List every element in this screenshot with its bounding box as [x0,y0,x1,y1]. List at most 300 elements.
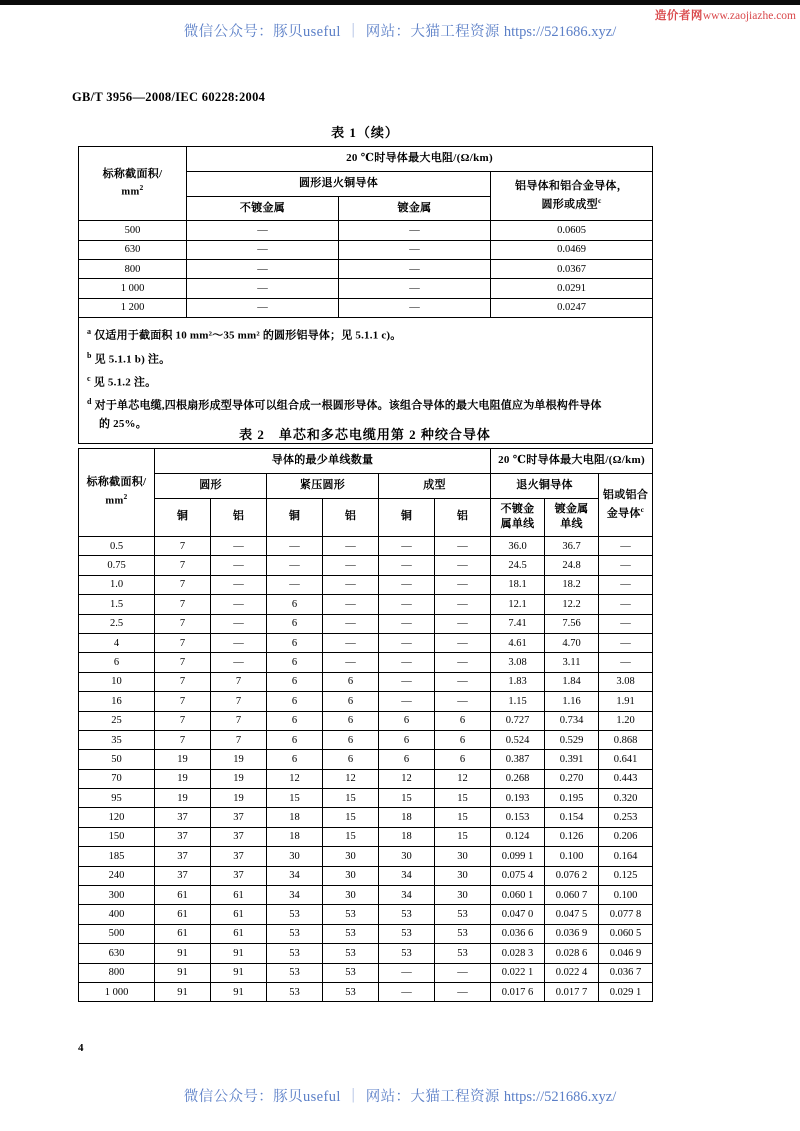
table1-cell-unplated: — [187,279,339,298]
table1-cell-unplated: — [187,260,339,279]
table1-col-plated: 镀金属 [339,196,491,221]
table2-cell-resistance-plated: 0.529 [545,730,599,749]
table-row [79,982,653,1001]
table2-cell-resistance-unplated: 0.028 3 [491,944,545,963]
table1-col-unplated: 不镀金属 [187,196,339,221]
table1-cell-plated: — [339,240,491,259]
table2-cell-compacted-aluminium: 30 [323,866,379,885]
table2-cell-resistance-plated: 0.017 7 [545,982,599,1001]
table2-cell-formed-copper: 53 [379,924,435,943]
table2-cell-round-aluminium: — [211,575,267,594]
table1-cell-aluminium: 0.0247 [491,298,653,317]
table2-cell-resistance-unplated: 0.047 0 [491,905,545,924]
table2-cell-round-aluminium: 91 [211,982,267,1001]
table2-cell-compacted-copper: 18 [267,808,323,827]
table2-col-formed-copper: 铜 [379,498,435,537]
table2-cell-formed-aluminium: — [435,633,491,652]
table2-cell-compacted-copper: 6 [267,614,323,633]
table1-cell-aluminium: 0.0469 [491,240,653,259]
table2-cell-formed-aluminium: 6 [435,730,491,749]
table1-col-nominal-area [79,147,187,221]
table2-cell-compacted-aluminium: — [323,614,379,633]
table2-cell-formed-aluminium: 6 [435,711,491,730]
watermark-corner-red [655,7,796,23]
table2-cell-formed-aluminium: — [435,982,491,1001]
table2-cell-resistance-unplated: 1.83 [491,672,545,691]
table2-cell-compacted-copper: 6 [267,595,323,614]
table2-cell-area: 95 [79,789,155,808]
table2-cell-area: 150 [79,827,155,846]
table2-cell-resistance-plated: 36.7 [545,537,599,556]
table2-cell-area: 10 [79,672,155,691]
table-row [79,711,653,730]
table2-cell-formed-aluminium: — [435,672,491,691]
table2-cell-area: 4 [79,633,155,652]
table2-cell-compacted-aluminium: 15 [323,808,379,827]
table2-cell-formed-aluminium: — [435,963,491,982]
table2-cell-compacted-copper: 6 [267,730,323,749]
table2-cell-formed-copper: 6 [379,730,435,749]
footnote-marker: c [87,374,91,384]
table2-header [79,449,653,537]
table1-cell-area: 800 [79,260,187,279]
table2-cell-area: 1 000 [79,982,155,1001]
table-row [79,924,653,943]
table2-cell-round-copper: 7 [155,575,211,594]
table2-cell-formed-copper: 18 [379,827,435,846]
table2-cell-area: 16 [79,692,155,711]
table1-body [79,221,653,318]
table1-block [78,122,652,444]
table2-cell-formed-aluminium: — [435,692,491,711]
table2-cell-round-copper: 19 [155,789,211,808]
table-row [79,633,653,652]
table2-cell-round-copper: 61 [155,905,211,924]
table2-cell-formed-copper: — [379,963,435,982]
table-row [79,298,653,317]
table-row [79,750,653,769]
table2-cell-round-copper: 7 [155,711,211,730]
table2-cell-resistance-plated: 0.060 7 [545,886,599,905]
table2-cell-compacted-copper: 15 [267,789,323,808]
table2-cell-area: 500 [79,924,155,943]
table2-cell-area: 240 [79,866,155,885]
watermark-top-account: 豚贝useful [273,24,341,40]
table2-cell-compacted-aluminium: 30 [323,886,379,905]
table2-cell-formed-copper: 18 [379,808,435,827]
table2-cell-compacted-aluminium: 30 [323,847,379,866]
table2-cell-formed-aluminium: 6 [435,750,491,769]
table2-cell-formed-aluminium: 53 [435,944,491,963]
watermark-top-prefix: 微信公众号： [183,24,274,40]
table2-cell-resistance-aluminium: 0.253 [599,808,653,827]
table2-cell-round-aluminium: 19 [211,789,267,808]
footnote-marker: b [87,350,92,360]
watermark-bottom-url: https://521686.xyz/ [503,1089,617,1105]
standard-identifier: GB/T 3956—2008/IEC 60228:2004 [72,90,266,104]
table2-cell-round-copper: 61 [155,924,211,943]
table-row [79,556,653,575]
table2-cell-resistance-plated: 4.70 [545,633,599,652]
table2-cell-formed-aluminium: — [435,653,491,672]
table2-cell-resistance-unplated: 0.193 [491,789,545,808]
table2-cell-compacted-aluminium: 6 [323,672,379,691]
table1-header-row-1 [79,147,653,172]
table2-col-formed-aluminium: 铝 [435,498,491,537]
table2-cell-formed-copper: 6 [379,750,435,769]
table2-cell-resistance-unplated: 3.08 [491,653,545,672]
table2-cell-resistance-aluminium: 0.125 [599,866,653,885]
watermark-bottom-site-name: 大猫工程资源 [410,1089,500,1105]
watermark-top-site-label: 网站： [365,24,411,40]
table2-cell-compacted-aluminium: 15 [323,827,379,846]
table2-cell-round-aluminium: 19 [211,750,267,769]
table2-cell-compacted-copper: 18 [267,827,323,846]
table2-cell-compacted-copper: — [267,575,323,594]
table2-cell-round-copper: 7 [155,595,211,614]
table1-cell-unplated: — [187,240,339,259]
table2-cell-formed-copper: — [379,614,435,633]
table1-cell-area: 1 200 [79,298,187,317]
table2-cell-resistance-aluminium: 0.046 9 [599,944,653,963]
table2-cell-resistance-plated: 0.022 4 [545,963,599,982]
table2-cell-area: 1.5 [79,595,155,614]
watermark-red-cn: 造价者网 [654,10,703,22]
table1-caption-suffix: （续） [356,125,399,140]
table1-nominal-area-exponent: 2 [139,183,144,193]
table1-cell-area: 630 [79,240,187,259]
table1-nominal-area-line1: 标称截面积/ [102,167,163,180]
table-row [79,886,653,905]
table2-cell-resistance-plated: 1.16 [545,692,599,711]
table2-cell-resistance-unplated: 0.075 4 [491,866,545,885]
table2-cell-area: 6 [79,653,155,672]
table2-cell-area: 70 [79,769,155,788]
footnote-text: 见 5.1.1 b) 注。 [94,353,171,366]
table2-cell-resistance-aluminium: 1.91 [599,692,653,711]
table1-col-resistance-group: 20 ℃时导体最大电阻/(Ω/km) [187,147,653,172]
table2-cell-formed-copper: — [379,982,435,1001]
table2-cell-resistance-unplated: 0.099 1 [491,847,545,866]
table2-cell-resistance-plated: 1.84 [545,672,599,691]
table2-cell-resistance-aluminium: — [599,556,653,575]
table2-cell-resistance-aluminium: 0.077 8 [599,905,653,924]
table2-cell-round-aluminium: — [211,653,267,672]
table2-cell-resistance-aluminium: 0.060 5 [599,924,653,943]
watermark-bottom-prefix: 微信公众号： [183,1089,274,1105]
table2-cell-round-aluminium: — [211,614,267,633]
table2-cell-resistance-plated: 0.195 [545,789,599,808]
table2-header-row-1 [79,449,653,474]
table2-cell-formed-copper: — [379,595,435,614]
table2-cell-resistance-aluminium: 0.443 [599,769,653,788]
table2-cell-compacted-aluminium: 53 [323,963,379,982]
table2-col-annealed-copper: 退火铜导体 [491,473,599,498]
table2-cell-formed-aluminium: 15 [435,808,491,827]
table2-cell-compacted-copper: 6 [267,633,323,652]
table2-cell-round-copper: 7 [155,692,211,711]
table2-cell-resistance-plated: 0.100 [545,847,599,866]
table2-cell-round-aluminium: 61 [211,905,267,924]
table2-cell-compacted-copper: 6 [267,692,323,711]
table1-cell-plated: — [339,221,491,240]
table2-cell-round-copper: 19 [155,750,211,769]
table2-cell-area: 0.75 [79,556,155,575]
table2-cell-resistance-aluminium: 0.641 [599,750,653,769]
table2-cell-round-aluminium: 7 [211,672,267,691]
table2-cell-formed-aluminium: 30 [435,866,491,885]
table2-cell-formed-copper: 34 [379,866,435,885]
table2-cell-formed-aluminium: — [435,537,491,556]
table2-cell-round-copper: 37 [155,827,211,846]
table2-cell-compacted-copper: 6 [267,750,323,769]
table-row [79,847,653,866]
table2-cell-resistance-unplated: 0.124 [491,827,545,846]
table2-cell-resistance-unplated: 0.017 6 [491,982,545,1001]
table2-cell-formed-copper: — [379,653,435,672]
table-row [79,221,653,240]
table2-cell-resistance-plated: 0.047 5 [545,905,599,924]
table-row [79,944,653,963]
table-row [79,769,653,788]
table2-col-wires-group: 导体的最少单线数量 [155,449,491,474]
table-row [79,827,653,846]
footnote-marker: a [87,327,92,337]
table2-cell-compacted-aluminium: 12 [323,769,379,788]
table2-cell-formed-copper: — [379,556,435,575]
table2-nominal-area-exponent: 2 [123,492,128,502]
table2-cell-formed-copper: — [379,692,435,711]
table1-cell-plated: — [339,260,491,279]
table2-cell-round-aluminium: 7 [211,730,267,749]
footnote-text: 对于单芯电缆,四根扇形成型导体可以组合成一根圆形导体。该组合导体的最大电阻值应为单根构件导体 [94,400,602,413]
table2-cell-formed-aluminium: 30 [435,847,491,866]
table2-cell-round-copper: 7 [155,614,211,633]
table-row [79,808,653,827]
table2-plated-line1: 镀金属 [554,502,589,515]
table2-cell-round-copper: 91 [155,944,211,963]
table2-cell-resistance-aluminium: 0.100 [599,886,653,905]
table2-cell-formed-copper: 34 [379,886,435,905]
table2-cell-round-aluminium: — [211,537,267,556]
table2-cell-resistance-plated: 0.734 [545,711,599,730]
table2-cell-round-copper: 7 [155,537,211,556]
table1-cell-area: 500 [79,221,187,240]
table2-cell-formed-aluminium: — [435,556,491,575]
table2-col-nominal-area [79,449,155,537]
table2-cell-round-aluminium: 61 [211,886,267,905]
table2-cell-round-aluminium: — [211,595,267,614]
table-row [79,963,653,982]
table2-cell-compacted-aluminium: — [323,537,379,556]
table2-cell-compacted-copper: 6 [267,711,323,730]
watermark-top-separator: ｜ [345,24,361,40]
table2-cell-formed-aluminium: 53 [435,924,491,943]
table2-cell-resistance-unplated: 0.036 6 [491,924,545,943]
table2-col-shape-compacted: 紧压圆形 [267,473,379,498]
table2-cell-resistance-aluminium: 1.20 [599,711,653,730]
table-row [79,653,653,672]
table2-cell-formed-aluminium: — [435,595,491,614]
table1-caption [78,122,652,141]
table2-cell-resistance-aluminium: 0.036 7 [599,963,653,982]
table1-cell-aluminium: 0.0605 [491,221,653,240]
table2-col-compacted-copper: 铜 [267,498,323,537]
table2-cell-area: 120 [79,808,155,827]
table1-footnote [87,324,644,346]
table2-cell-compacted-aluminium: — [323,633,379,652]
table2-body [79,537,653,1002]
table2-cell-formed-aluminium: 12 [435,769,491,788]
table2-cell-area: 185 [79,847,155,866]
table1-cell-aluminium: 0.0291 [491,279,653,298]
table2-cell-round-copper: 7 [155,730,211,749]
table2-cell-round-aluminium: 7 [211,692,267,711]
table2-cell-compacted-copper: — [267,556,323,575]
table-row [79,240,653,259]
table2-block [78,424,652,1002]
table2-cell-formed-aluminium: 53 [435,905,491,924]
table2-cell-round-aluminium: 61 [211,924,267,943]
watermark-top-site-name: 大猫工程资源 [410,24,500,40]
table1-cell-plated: — [339,279,491,298]
table2-cell-resistance-aluminium: 0.206 [599,827,653,846]
table-row [79,537,653,556]
table2-cell-resistance-unplated: 36.0 [491,537,545,556]
table1-footnote [87,348,644,370]
table2-cell-round-aluminium: 37 [211,827,267,846]
table2-col-unplated-wire [491,498,545,537]
table2-cell-compacted-copper: 34 [267,866,323,885]
table2-cell-resistance-plated: 0.270 [545,769,599,788]
table-row [79,905,653,924]
table2-cell-area: 0.5 [79,537,155,556]
table2-cell-compacted-aluminium: — [323,556,379,575]
table2-col-resistance-group: 20 ℃时导体最大电阻/(Ω/km) [491,449,653,474]
table2-cell-compacted-aluminium: 6 [323,750,379,769]
table2-cell-formed-copper: — [379,633,435,652]
table2-cell-area: 630 [79,944,155,963]
table2-cell-round-aluminium: — [211,556,267,575]
watermark-bottom-site-label: 网站： [365,1089,411,1105]
table2-cell-formed-copper: 53 [379,905,435,924]
table1 [78,146,653,444]
table2-cell-formed-aluminium: 30 [435,886,491,905]
watermark-top [184,20,616,41]
table1-aluminium-footnote-mark: c [597,195,602,205]
table2-col-compacted-aluminium: 铝 [323,498,379,537]
watermark-bottom [184,1085,616,1106]
table2-cell-round-copper: 37 [155,866,211,885]
table2-cell-area: 25 [79,711,155,730]
table2-cell-resistance-unplated: 24.5 [491,556,545,575]
table2-nominal-area-unit: mm [105,495,124,507]
table2-cell-compacted-aluminium: 53 [323,924,379,943]
table2-cell-round-copper: 7 [155,653,211,672]
table2-cell-compacted-copper: 34 [267,886,323,905]
table1-header [79,147,653,221]
table2-cell-formed-copper: 15 [379,789,435,808]
table2-cell-formed-copper: 53 [379,944,435,963]
table-row [79,692,653,711]
table2-header-row-2 [79,473,653,498]
table2-cell-resistance-aluminium: — [599,614,653,633]
footnote-text: 仅适用于截面积 10 mm²～35 mm² 的圆形铝导体；见 5.1.1 c)。 [94,329,402,342]
table1-footnote [87,371,644,393]
footnote-marker: d [87,397,92,407]
table2-cell-round-aluminium: 37 [211,808,267,827]
table2-cell-round-aluminium: 37 [211,847,267,866]
table2-col-round-aluminium: 铝 [211,498,267,537]
table2-cell-formed-copper: — [379,575,435,594]
table2-cell-resistance-unplated: 4.61 [491,633,545,652]
table2-cell-compacted-aluminium: 6 [323,711,379,730]
table2-cell-compacted-copper: 53 [267,944,323,963]
top-black-bar [0,0,800,5]
table2-col-shape-formed: 成型 [379,473,491,498]
footnote-text: 见 5.1.2 注。 [93,376,157,389]
table-row [79,595,653,614]
table1-cell-area: 1 000 [79,279,187,298]
table2-aluminium-line2: 金导体 [606,507,641,520]
table2-cell-resistance-aluminium: 0.868 [599,730,653,749]
table2-caption-label: 表 2 [239,427,265,442]
table2-cell-resistance-aluminium: — [599,595,653,614]
table2-cell-compacted-aluminium: 53 [323,905,379,924]
table2-col-shape-round: 圆形 [155,473,267,498]
table2-cell-round-aluminium: 91 [211,944,267,963]
table2-cell-formed-aluminium: — [435,575,491,594]
table2-cell-formed-aluminium: — [435,614,491,633]
watermark-bottom-separator: ｜ [345,1089,361,1105]
table2-cell-resistance-unplated: 1.15 [491,692,545,711]
table2-cell-resistance-unplated: 0.268 [491,769,545,788]
table2-cell-resistance-aluminium: 0.029 1 [599,982,653,1001]
table2-cell-resistance-unplated: 18.1 [491,575,545,594]
table2-cell-resistance-unplated: 0.727 [491,711,545,730]
table2-cell-resistance-plated: 18.2 [545,575,599,594]
table2-cell-resistance-plated: 0.391 [545,750,599,769]
table2-cell-compacted-aluminium: 53 [323,982,379,1001]
table-row [79,575,653,594]
table2-cell-round-copper: 91 [155,963,211,982]
table2-cell-round-copper: 37 [155,808,211,827]
table2-cell-round-copper: 7 [155,672,211,691]
table-row [79,730,653,749]
table2-cell-compacted-copper: 53 [267,905,323,924]
table2-aluminium-line1: 铝或铝合 [602,488,649,501]
table2-cell-resistance-aluminium: 0.320 [599,789,653,808]
table2-col-plated-wire [545,498,599,537]
table2-cell-resistance-aluminium: — [599,575,653,594]
table2-cell-round-copper: 7 [155,633,211,652]
table1-cell-unplated: — [187,221,339,240]
table1-cell-aluminium: 0.0367 [491,260,653,279]
watermark-red-url: www.zaojiazhe.com [702,10,796,22]
table2-header-row-3 [79,498,653,537]
table2-cell-area: 35 [79,730,155,749]
table2-cell-resistance-aluminium: 0.164 [599,847,653,866]
table2-unplated-line2: 属单线 [500,518,535,531]
table2-cell-resistance-unplated: 0.060 1 [491,886,545,905]
table2-cell-resistance-plated: 24.8 [545,556,599,575]
table-row [79,260,653,279]
table2-cell-resistance-plated: 12.2 [545,595,599,614]
table1-col-copper-group: 圆形退火铜导体 [187,171,491,196]
table2-cell-resistance-unplated: 0.524 [491,730,545,749]
table1-aluminium-line1: 铝导体和铝合金导体， [515,179,629,192]
table2-cell-compacted-aluminium: — [323,595,379,614]
